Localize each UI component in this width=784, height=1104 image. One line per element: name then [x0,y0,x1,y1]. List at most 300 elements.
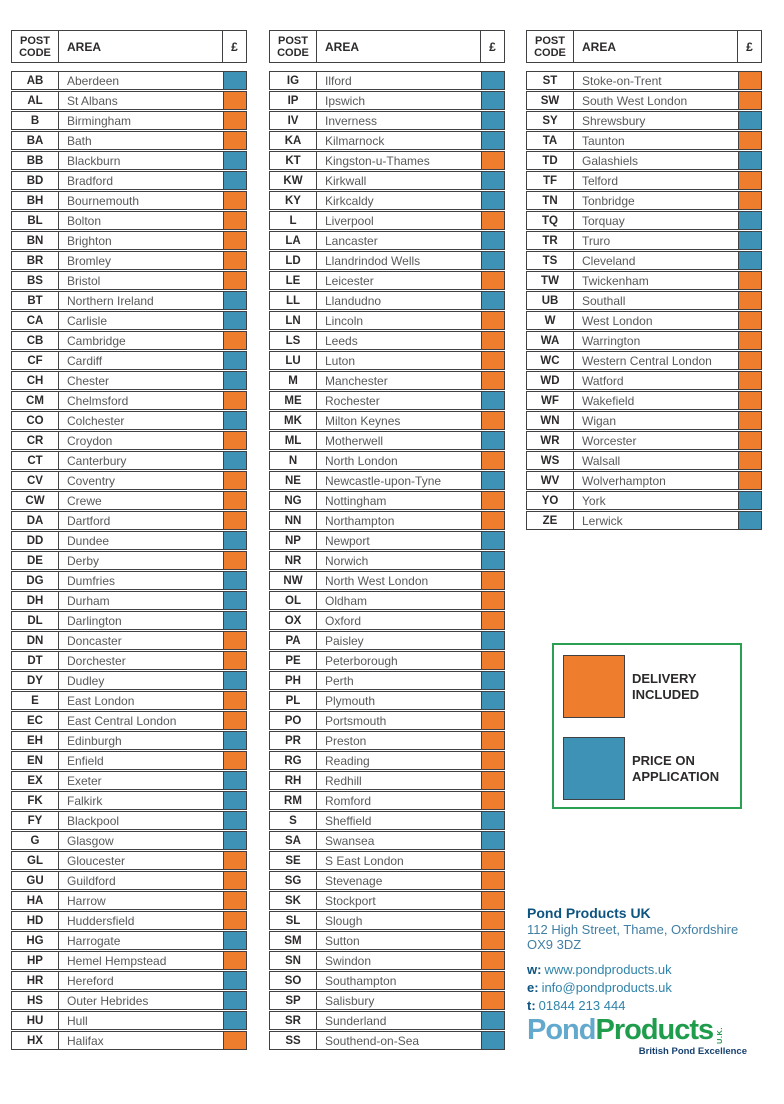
area-cell: Cleveland [582,253,636,268]
table-row [269,291,505,310]
logo-word-products: Products [595,1014,714,1046]
postcode-cell: L [270,212,317,229]
table-row [269,251,505,270]
price-on-application-cell [738,512,761,529]
area-cell: Lincoln [325,313,364,328]
header-postcode-label: POST CODE [277,34,309,59]
table-row [526,471,762,490]
postcode-cell: SE [270,852,317,869]
header-area: AREA [582,39,617,54]
area-cell: Aberdeen [67,73,120,88]
table-row [526,111,762,130]
area-cell: Shrewsbury [582,113,646,128]
area-cell: Dudley [67,673,105,688]
postcode-cell: MK [270,412,317,429]
area-cell: Falkirk [67,793,103,808]
area-cell: Hemel Hempstead [67,953,167,968]
price-on-application-cell [738,112,761,129]
area-cell: Brighton [67,233,112,248]
postcode-cell: NE [270,472,317,489]
delivery-included-cell [223,1032,246,1049]
table-row [269,571,505,590]
area-cell: Worcester [582,433,637,448]
table-row [11,911,247,930]
table-row [11,171,247,190]
price-on-application-cell [223,932,246,949]
area-cell: Bournemouth [67,193,140,208]
postcode-cell: KA [270,132,317,149]
price-on-application-cell [223,792,246,809]
price-on-application-cell [481,92,504,109]
postcode-cell: ME [270,392,317,409]
table-row [11,291,247,310]
area-cell: Enfield [67,753,104,768]
delivery-included-cell [738,192,761,209]
area-cell: Ilford [325,73,352,88]
table-row [269,111,505,130]
table-row [269,91,505,110]
area-cell: Walsall [582,453,621,468]
price-on-application-cell [738,212,761,229]
table-row [526,331,762,350]
area-cell: Birmingham [67,113,132,128]
area-cell: Kilmarnock [325,133,385,148]
header-postcode [527,31,574,62]
price-on-application-cell [481,432,504,449]
postcode-cell: IP [270,92,317,109]
table-row [11,691,247,710]
postcode-cell: CM [12,392,59,409]
postcode-cell: AB [12,72,59,89]
header-pound: £ [737,31,761,62]
area-cell: Durham [67,593,110,608]
postcode-cell: SN [270,952,317,969]
delivery-included-cell [738,392,761,409]
postcode-cell: LN [270,312,317,329]
postcode-cell: TA [527,132,574,149]
table-row [11,991,247,1010]
area-cell: Carlisle [67,313,108,328]
area-cell: Sunderland [325,1013,387,1028]
area-cell: Blackpool [67,813,120,828]
postcode-cell: LA [270,232,317,249]
postcode-cell: KT [270,152,317,169]
area-cell: Peterborough [325,653,398,668]
price-on-application-cell [223,72,246,89]
postcode-cell: OX [270,612,317,629]
price-on-application-cell [223,292,246,309]
area-cell: Bradford [67,173,114,188]
area-cell: Dorchester [67,653,126,668]
postcode-cell: CR [12,432,59,449]
postcode-cell: TS [527,252,574,269]
area-cell: North London [325,453,398,468]
email-label: e: [527,980,539,995]
price-on-application-cell [481,472,504,489]
area-cell: Paisley [325,633,364,648]
price-on-application-cell [223,172,246,189]
postcode-cell: BL [12,212,59,229]
delivery-included-cell [223,232,246,249]
table-row [269,471,505,490]
delivery-included-cell [738,452,761,469]
table-row [11,471,247,490]
table-row [11,191,247,210]
postcode-cell: TR [527,232,574,249]
area-cell: Huddersfield [67,913,135,928]
postcode-cell: N [270,452,317,469]
delivery-included-cell [738,92,761,109]
postcode-cell: PH [270,672,317,689]
logo-tagline: British Pond Excellence [638,1046,747,1057]
postcode-cell: RG [270,752,317,769]
area-cell: Wakefield [582,393,635,408]
postcode-cell: B [12,112,59,129]
postcode-cell: HP [12,952,59,969]
postcode-cell: OL [270,592,317,609]
area-cell: Kirkcaldy [325,193,374,208]
postcode-cell: HX [12,1032,59,1049]
table-row [11,131,247,150]
table-row [269,811,505,830]
price-on-application-cell [223,372,246,389]
table-row [269,611,505,630]
area-cell: Colchester [67,413,125,428]
area-cell: Nottingham [325,493,387,508]
price-on-application-cell [223,732,246,749]
table-row [526,311,762,330]
area-cell: Newport [325,533,370,548]
postcode-cell: HS [12,992,59,1009]
table-row [526,291,762,310]
area-cell: Bolton [67,213,102,228]
table-row [269,911,505,930]
delivery-included-cell [223,892,246,909]
table-row [526,271,762,290]
table-row [269,231,505,250]
table-row [269,791,505,810]
postcode-cell: W [527,312,574,329]
table-row [269,951,505,970]
area-cell: Northern Ireland [67,293,154,308]
table-row [269,271,505,290]
delivery-included-cell [481,372,504,389]
postcode-cell: ML [270,432,317,449]
table-row [526,71,762,90]
delivery-included-cell [481,872,504,889]
table-row [11,871,247,890]
delivery-included-cell [738,472,761,489]
area-cell: Blackburn [67,153,121,168]
table-row [269,851,505,870]
postcode-cell: CA [12,312,59,329]
table-row [269,431,505,450]
table-row [526,131,762,150]
postcode-cell: SR [270,1012,317,1029]
postcode-cell: CB [12,332,59,349]
table-rows [526,71,762,530]
header-postcode-label: POST CODE [19,34,51,59]
delivery-included-cell [223,392,246,409]
address-line-2: OX9 3DZ [527,937,582,952]
postcode-cell: IG [270,72,317,89]
area-cell: Outer Hebrides [67,993,149,1008]
area-cell: Warrington [582,333,641,348]
postcode-cell: BN [12,232,59,249]
delivery-included-cell [481,852,504,869]
postcode-cell: SM [270,932,317,949]
legend-box [552,643,742,809]
postcode-cell: CO [12,412,59,429]
table-row [11,111,247,130]
area-cell: Crewe [67,493,102,508]
table-row [526,91,762,110]
delivery-included-cell [481,972,504,989]
table-row [269,871,505,890]
postcode-cell: CW [12,492,59,509]
delivery-included-cell [738,372,761,389]
postcode-cell: TQ [527,212,574,229]
table-row [11,1031,247,1050]
table-row [269,491,505,510]
logo-word-pond: Pond [527,1014,596,1046]
postcode-table-3 [526,30,762,531]
postcode-cell: GU [12,872,59,889]
table-row [11,431,247,450]
delivery-included-cell [481,412,504,429]
table-row [11,71,247,90]
header-area: AREA [325,39,360,54]
postcode-cell: BR [12,252,59,269]
area-cell: Romford [325,793,372,808]
price-on-application-cell [223,612,246,629]
postcode-cell: HU [12,1012,59,1029]
delivery-included-cell [223,952,246,969]
postcode-cell: SK [270,892,317,909]
table-row [11,551,247,570]
table-row [269,311,505,330]
area-cell: Bromley [67,253,112,268]
area-cell: Canterbury [67,453,127,468]
postcode-cell: BB [12,152,59,169]
table-row [269,331,505,350]
delivery-included-cell [223,492,246,509]
price-on-application-cell [481,392,504,409]
area-cell: Newcastle-upon-Tyne [325,473,442,488]
delivery-included-cell [223,712,246,729]
address-line-1: 112 High Street, Thame, Oxfordshire [527,922,739,937]
table-row [11,731,247,750]
postcode-cell: CH [12,372,59,389]
email-value: info@pondproducts.uk [541,980,672,995]
postcode-cell: PO [270,712,317,729]
postcode-cell: LU [270,352,317,369]
postcode-cell: DL [12,612,59,629]
telephone-line [527,997,767,1015]
area-cell: Oldham [325,593,368,608]
postcode-cell: NR [270,552,317,569]
delivery-included-cell [223,472,246,489]
area-cell: Derby [67,553,100,568]
postcode-cell: DY [12,672,59,689]
table-row [269,891,505,910]
postcode-cell: DH [12,592,59,609]
header-area: AREA [67,39,102,54]
delivery-included-cell [481,152,504,169]
website-line [527,961,767,979]
postcode-cell: M [270,372,317,389]
postcode-cell: NP [270,532,317,549]
postcode-cell: EH [12,732,59,749]
area-cell: Northampton [325,513,395,528]
postcode-cell: BH [12,192,59,209]
postcode-cell: G [12,832,59,849]
table-row [269,191,505,210]
postcode-cell: EN [12,752,59,769]
area-cell: Kingston-u-Thames [325,153,430,168]
area-cell: Western Central London [582,353,712,368]
delivery-included-cell [481,352,504,369]
area-cell: North West London [325,573,429,588]
area-cell: Plymouth [325,693,376,708]
table-row [11,251,247,270]
area-cell: South West London [582,93,688,108]
table-row [269,131,505,150]
area-cell: Lerwick [582,513,623,528]
area-cell: Kirkwall [325,173,367,188]
area-cell: Slough [325,913,363,928]
table-row [526,491,762,510]
postcode-cell: EC [12,712,59,729]
website-label: w: [527,962,542,977]
postcode-cell: SA [270,832,317,849]
area-cell: Torquay [582,213,625,228]
postcode-cell: DD [12,532,59,549]
postcode-cell: DA [12,512,59,529]
postcode-cell: LS [270,332,317,349]
pond-products-logo [527,1014,761,1057]
delivery-included-cell [481,732,504,749]
table-row [11,611,247,630]
table-row [269,671,505,690]
postcode-cell: NN [270,512,317,529]
table-row [269,531,505,550]
postcode-cell: PA [270,632,317,649]
area-cell: Rochester [325,393,380,408]
telephone-label: t: [527,998,536,1013]
table-row [269,71,505,90]
postcode-cell: WA [527,332,574,349]
area-cell: Hull [67,1013,88,1028]
table-row [269,831,505,850]
postcode-cell: HR [12,972,59,989]
table-row [11,451,247,470]
price-on-application-cell [481,252,504,269]
table-row [269,1031,505,1050]
area-cell: Manchester [325,373,388,388]
table-row [11,631,247,650]
postcode-cell: S [270,812,317,829]
postcode-cell: DN [12,632,59,649]
table-row [11,211,247,230]
area-cell: Lancaster [325,233,378,248]
postcode-cell: DE [12,552,59,569]
area-cell: Portsmouth [325,713,387,728]
table-row [11,351,247,370]
postcode-cell: DG [12,572,59,589]
header-postcode [12,31,59,62]
area-cell: Stoke-on-Trent [582,73,662,88]
price-on-application-cell [223,572,246,589]
area-cell: Llandudno [325,293,382,308]
area-cell: Gloucester [67,853,126,868]
area-cell: Southall [582,293,626,308]
delivery-included-cell [481,912,504,929]
postcode-cell: PL [270,692,317,709]
price-on-application-cell [481,292,504,309]
delivery-included-label: DELIVERY INCLUDED [632,671,700,702]
price-on-application-cell [481,1012,504,1029]
price-on-application-cell [738,152,761,169]
price-on-application-cell [223,152,246,169]
area-cell: Stockport [325,893,376,908]
delivery-included-cell [223,92,246,109]
area-cell: Twickenham [582,273,649,288]
area-cell: Perth [325,673,354,688]
table-row [526,511,762,530]
price-on-application-cell [481,692,504,709]
postcode-cell: UB [527,292,574,309]
delivery-included-cell [738,272,761,289]
area-cell: S East London [325,853,404,868]
area-cell: Cardiff [67,353,103,368]
area-cell: Bristol [67,273,101,288]
area-cell: East Central London [67,713,177,728]
delivery-included-cell [738,332,761,349]
postcode-cell: NG [270,492,317,509]
postcode-cell: BA [12,132,59,149]
telephone-value: 01844 213 444 [538,998,626,1013]
delivery-included-cell [223,132,246,149]
area-cell: York [582,493,606,508]
table-row [11,271,247,290]
delivery-included-cell [223,432,246,449]
postcode-cell: EX [12,772,59,789]
price-on-application-cell [481,192,504,209]
area-cell: Southend-on-Sea [325,1033,420,1048]
area-cell: Doncaster [67,633,122,648]
area-cell: Exeter [67,773,102,788]
area-cell: Watford [582,373,624,388]
table-row [269,451,505,470]
postcode-cell: AL [12,92,59,109]
postcode-cell: SO [270,972,317,989]
price-on-application-cell [223,352,246,369]
delivery-included-cell [223,332,246,349]
table-row [11,371,247,390]
delivery-included-cell [738,72,761,89]
price-on-application-cell [223,452,246,469]
price-on-application-cell [223,672,246,689]
table-header [526,30,762,63]
delivery-included-cell [223,252,246,269]
postcode-cell: WS [527,452,574,469]
table-row [11,311,247,330]
area-cell: Harrow [67,893,106,908]
postcode-cell: HD [12,912,59,929]
price-on-application-cell [223,1012,246,1029]
area-cell: East London [67,693,135,708]
